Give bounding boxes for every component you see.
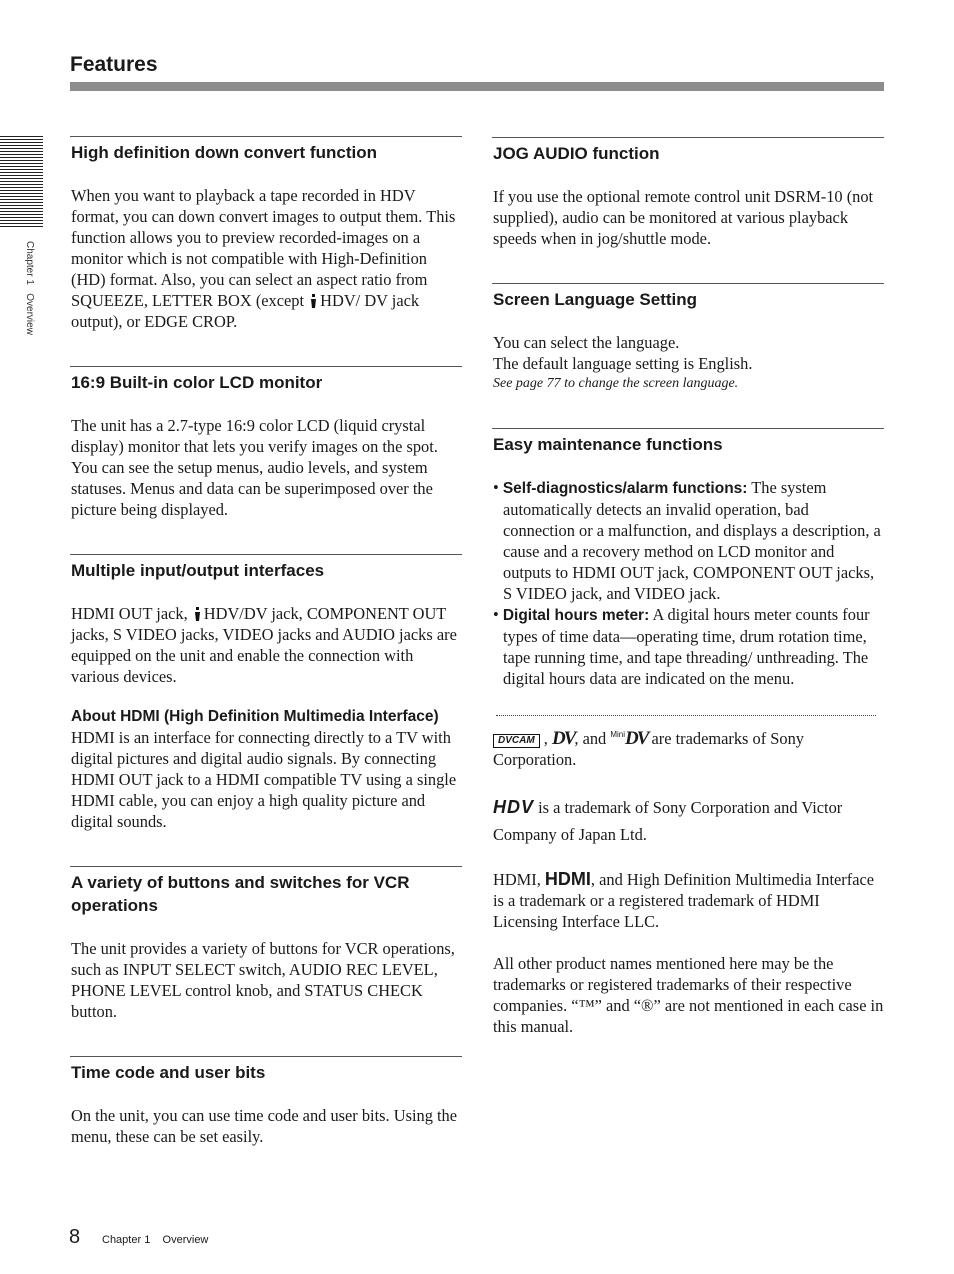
trademark-other: All other product names mentioned here may be the trademarks or registered trademarks of their respective companies. “™” and “®” are not mentioned in each case in this manual. [493,954,884,1036]
list-item: • Digital hours meter: A digital hours meter counts four types of time data—operating time, drum rotation time, tape running time, and tape threading/ unthreading. The digital hours data are indicated on the menu. [493,605,870,688]
trademark-text: , and [574,729,611,748]
trademark-sony-logos [493,724,884,770]
sub-body: HDMI is an interface for connecting directly to a TV with digital pictures and digital audio signals. By connecting HDMI OUT jack to a HDMI compatible TV using a single HDMI cable, you can enjoy a high quality picture and digital sounds. [71,728,457,831]
bullet-text: A digital hours meter counts four types of time data—operating time, drum rotation time, tape running time, and tape threading/ unthreading. The digital hours data are indicated on the menu. [503,605,870,688]
trademark-text: HDMI, [493,870,545,889]
feature-bullet-list [493,477,884,689]
page-reference-note: See page 77 to change the screen language. [493,376,739,391]
sub-heading-about-hdmi: About HDMI (High Definition Multimedia Interface) [71,708,439,725]
section-body: On the unit, you can use time code and user bits. Using the menu, these can be set easily. [71,1106,458,1146]
section-io-interfaces [70,554,462,832]
section-heading: Screen Language Setting [493,290,698,309]
body-line: You can select the language. [493,333,680,352]
minidv-logo: DV [625,728,648,749]
section-body [71,185,462,332]
title-rule [70,82,884,91]
section-easy-maintenance [492,428,884,689]
page-number: 8 [69,1226,81,1248]
right-column [492,137,884,1058]
i-link-icon [194,607,201,621]
mini-logo-label: Mini [610,730,626,739]
list-item: • Self-diagnostics/alarm functions: The system automatically detects an invalid operation, bad connection or a malfunction, and displays a description, a cause and a recovery method on LCD monitor and outputs to HDMI OUT jack, COMPONENT OUT jacks, S VIDEO jack, and VIDEO jack. [493,478,881,603]
body-line: The default language setting is English. [493,354,753,373]
trademark-hdmi [493,869,884,932]
trademark-text: are trademarks of Sony Corporation. [493,729,804,769]
section-body [71,603,462,687]
section-heading: Time code and user bits [71,1063,266,1082]
bullet-term: Digital hours meter: [502,607,650,624]
trademark-text: , and High Definition Multimedia Interface is a trademark or a registered trademark of HDMI Licensing Interface LLC. [493,870,875,931]
body-text: When you want to playback a tape recorded in HDV format, you can down convert images to output them. This function allows you to preview recorded-images on a monitor which is not compatible with High-Definition (HD) format. Also, you can select an aspect ratio from SQUEEZE, LETTER BOX (except [71,186,456,310]
section-body: The unit has a 2.7-type 16:9 color LCD (liquid crystal display) monitor that lets you verify images on the spot. You can see the setup menus, audio levels, and system statuses. Menus and data can be superimposed over the picture being displayed. [71,416,438,519]
trademark-hdv [493,794,884,848]
body-text: HDMI OUT jack, [71,604,192,623]
section-body: The unit provides a variety of buttons for VCR operations, such as INPUT SELECT switch, AUDIO REC LEVEL, PHONE LEVEL control knob, and STATUS CHECK button. [71,939,455,1021]
chapter-tab-stripes [0,136,43,228]
section-heading: Multiple input/output interfaces [71,561,325,580]
hdv-logo: HDV [493,797,535,817]
section-lcd-monitor [70,366,462,520]
section-heading: JOG AUDIO function [493,144,660,163]
dotted-divider [496,715,876,716]
section-screen-language [492,283,884,394]
dvcam-logo: DVCAM [493,734,540,748]
section-heading: High definition down convert function [71,143,377,162]
section-heading: Easy maintenance functions [493,435,723,454]
trademark-text: , [539,729,552,748]
dv-logo: DV [551,728,575,749]
section-heading: A variety of buttons and switches for VCR operations [71,873,410,915]
i-link-icon [310,294,317,308]
section-body [493,332,884,394]
section-body: If you use the optional remote control unit DSRM-10 (not supplied), audio can be monitored at various playback speeds when in jog/shuttle mode. [493,187,874,248]
body-text: HDV/ DV jack output), or EDGE CROP. [71,291,420,331]
page-title: Features [70,53,158,76]
section-hd-down-convert [70,136,462,332]
trademark-text: is a trademark of Sony Corporation and Victor Company of Japan Ltd. [493,798,843,844]
body-text: HDV/DV jack, COMPONENT OUT jacks, S VIDEO jacks, VIDEO jacks and AUDIO jacks are equipped on the unit and enable the connection with various devices. [71,604,457,686]
side-chapter-label: Chapter 1 Overview [24,241,35,335]
hdmi-logo: HDMI [544,869,591,889]
bullet-text: The system automatically detects an invalid operation, bad connection or a malfunction, and displays a description, a cause and a recovery method on LCD monitor and outputs to HDMI OUT jack, COMPONENT OUT jacks, S VIDEO jack, and VIDEO jack. [503,478,881,603]
bullet-term: Self-diagnostics/alarm functions: [502,480,748,497]
left-column [70,136,462,1181]
section-time-code [70,1056,462,1147]
footer-chapter-label: Chapter 1 Overview [102,1234,209,1246]
section-jog-audio [492,137,884,249]
section-vcr-buttons [70,866,462,1022]
section-heading: 16:9 Built-in color LCD monitor [71,373,323,392]
